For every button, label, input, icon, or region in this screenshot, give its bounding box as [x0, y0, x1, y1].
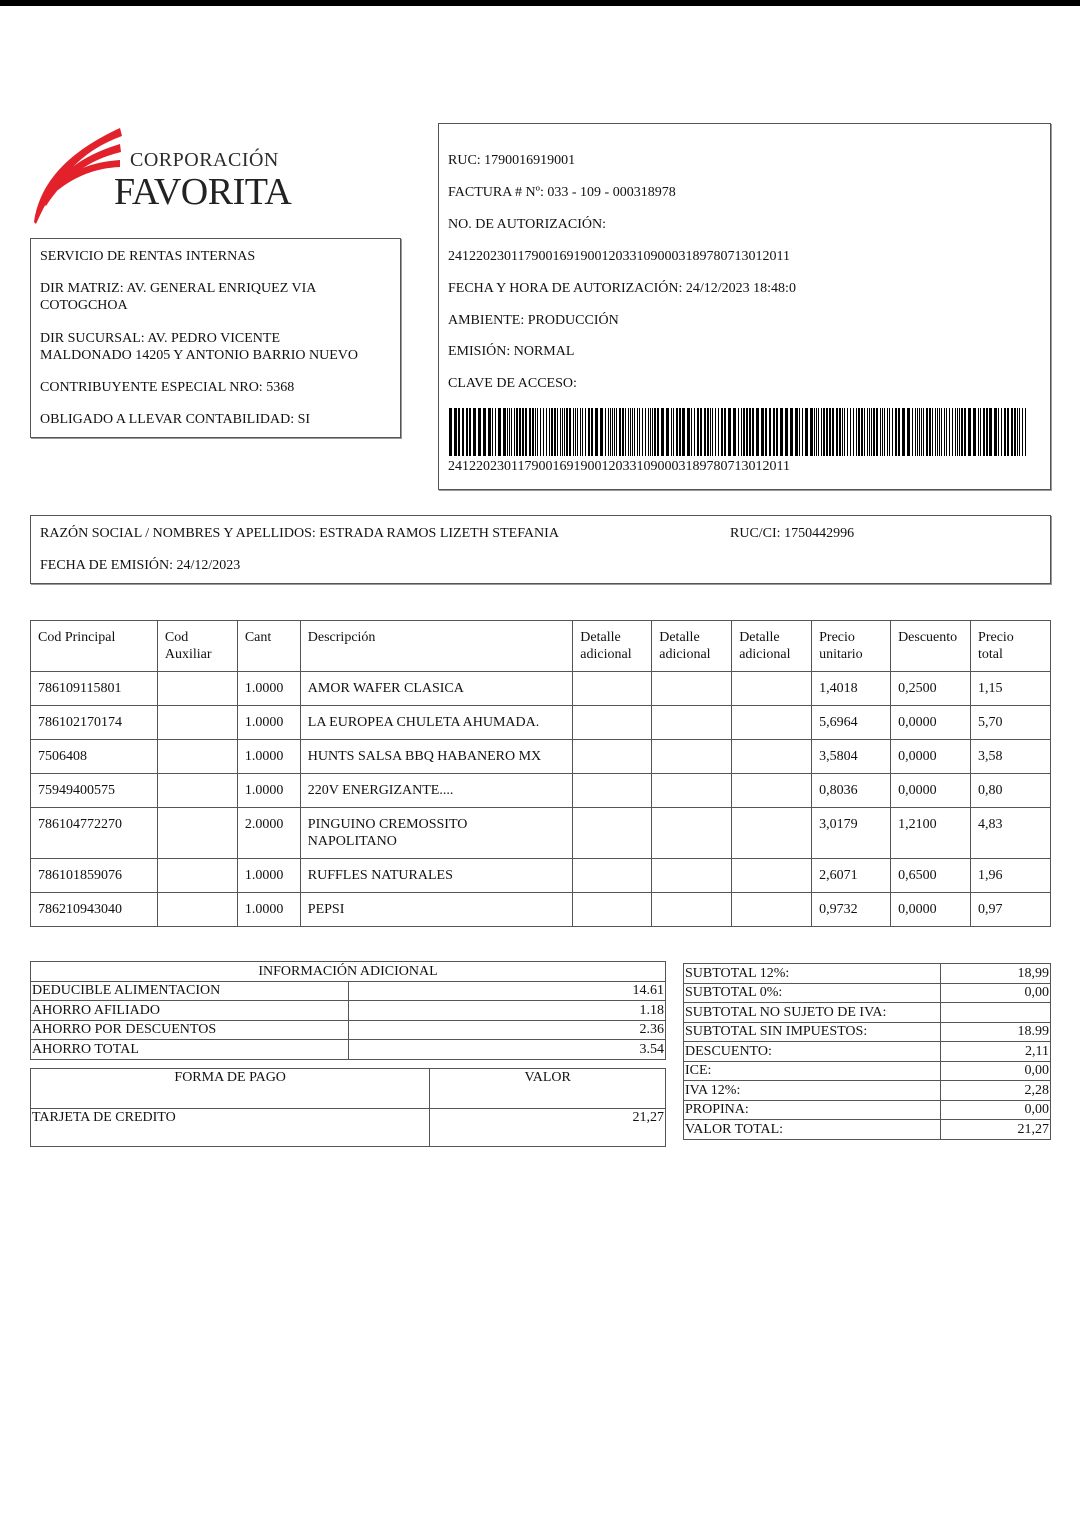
cell-cod: 786102170174	[31, 706, 158, 740]
issuer-box	[30, 238, 401, 438]
table-row	[684, 1061, 1051, 1081]
factura-number: FACTURA # Nº: 033 - 109 - 000318978	[448, 185, 676, 200]
cell-detalle	[573, 740, 652, 774]
cell-cod: 786210943040	[31, 893, 158, 927]
cell-total: 0,80	[971, 774, 1051, 808]
cell-cod: 786109115801	[31, 672, 158, 706]
cell-descuento: 0,6500	[891, 859, 971, 893]
cell-precio: 0,8036	[812, 774, 891, 808]
info-value: 3.54	[348, 1040, 665, 1060]
info-adicional-table	[30, 961, 666, 1060]
forma-pago-table	[30, 1068, 666, 1147]
cell-detalle	[732, 740, 812, 774]
cell-precio: 5,6964	[812, 706, 891, 740]
table-row	[31, 774, 1051, 808]
dir-matriz-2: COTOGCHOA	[40, 298, 128, 313]
cell-total: 1,15	[971, 672, 1051, 706]
table-row	[684, 1022, 1051, 1042]
cell-cant: 1.0000	[237, 859, 300, 893]
total-label: PROPINA:	[684, 1100, 941, 1120]
forma-pago-method: TARJETA DE CREDITO	[31, 1109, 430, 1147]
cell-detalle	[573, 859, 652, 893]
cell-detalle	[573, 808, 652, 859]
cell-cod-aux	[157, 774, 237, 808]
table-row	[31, 740, 1051, 774]
cell-total: 4,83	[971, 808, 1051, 859]
table-row	[684, 964, 1051, 984]
cell-desc: HUNTS SALSA BBQ HABANERO MX	[300, 740, 573, 774]
clave-acceso-label: CLAVE DE ACCESO:	[448, 376, 577, 391]
forma-pago-value: 21,27	[430, 1109, 666, 1147]
ambiente: AMBIENTE: PRODUCCIÓN	[448, 313, 619, 328]
ruc-ci: RUC/CI: 1750442996	[730, 526, 855, 541]
cell-detalle	[652, 893, 732, 927]
info-label: DEDUCIBLE ALIMENTACION	[31, 981, 349, 1001]
cell-cod-aux	[157, 808, 237, 859]
cell-total: 5,70	[971, 706, 1051, 740]
total-label: SUBTOTAL NO SUJETO DE IVA:	[684, 1003, 941, 1023]
table-row	[31, 706, 1051, 740]
total-value: 2,28	[941, 1081, 1051, 1101]
dir-sucursal-2: MALDONADO 14205 Y ANTONIO BARRIO NUEVO	[40, 348, 358, 363]
cell-detalle	[652, 859, 732, 893]
cell-cod-aux	[157, 740, 237, 774]
info-label: AHORRO TOTAL	[31, 1040, 349, 1060]
cell-cod: 786104772270	[31, 808, 158, 859]
total-value: 0,00	[941, 983, 1051, 1003]
cell-desc: LA EUROPEA CHULETA AHUMADA.	[300, 706, 573, 740]
cell-desc: 220V ENERGIZANTE....	[300, 774, 573, 808]
table-row	[31, 1040, 666, 1060]
cell-detalle	[652, 808, 732, 859]
top-bar	[0, 0, 1080, 6]
barcode-bar	[1026, 408, 1028, 456]
total-value: 0,00	[941, 1100, 1051, 1120]
cell-detalle	[573, 893, 652, 927]
cell-cant: 1.0000	[237, 706, 300, 740]
cell-detalle	[652, 706, 732, 740]
cell-cant: 2.0000	[237, 808, 300, 859]
table-row	[31, 981, 666, 1001]
cell-cod: 75949400575	[31, 774, 158, 808]
cell-total: 0,97	[971, 893, 1051, 927]
cell-precio: 0,9732	[812, 893, 891, 927]
cell-detalle	[652, 774, 732, 808]
cell-cod: 7506408	[31, 740, 158, 774]
table-row	[31, 672, 1051, 706]
cell-precio: 2,6071	[812, 859, 891, 893]
cell-detalle	[732, 808, 812, 859]
razon-social: RAZÓN SOCIAL / NOMBRES Y APELLIDOS: ESTRADA RAMOS LIZETH STEFANIA	[40, 526, 559, 541]
table-row	[31, 808, 1051, 859]
forma-pago-header: FORMA DE PAGO	[31, 1069, 430, 1109]
cell-cant: 1.0000	[237, 893, 300, 927]
table-row	[31, 859, 1051, 893]
customer-box	[30, 515, 1051, 584]
table-row	[684, 1081, 1051, 1101]
totals-table	[683, 963, 1051, 1140]
total-label: SUBTOTAL 0%:	[684, 983, 941, 1003]
table-row	[31, 1020, 666, 1040]
info-label: AHORRO AFILIADO	[31, 1001, 349, 1021]
cell-cant: 1.0000	[237, 740, 300, 774]
total-label: DESCUENTO:	[684, 1042, 941, 1062]
table-row	[684, 1100, 1051, 1120]
fecha-emision: FECHA DE EMISIÓN: 24/12/2023	[40, 558, 241, 573]
cell-detalle	[573, 706, 652, 740]
cell-cod-aux	[157, 672, 237, 706]
cell-detalle	[652, 672, 732, 706]
cell-desc: AMOR WAFER CLASICA	[300, 672, 573, 706]
header-cod-auxiliar: Cod Auxiliar	[157, 621, 237, 672]
header-cant: Cant	[237, 621, 300, 672]
cell-desc: PEPSI	[300, 893, 573, 927]
cell-detalle	[732, 774, 812, 808]
header-detalle-adicional-3: Detalle adicional	[732, 621, 812, 672]
info-adicional-title: INFORMACIÓN ADICIONAL	[31, 962, 666, 982]
info-value: 14.61	[348, 981, 665, 1001]
items-table	[30, 620, 1051, 927]
total-value: 18,99	[941, 964, 1051, 984]
total-value: 2,11	[941, 1042, 1051, 1062]
header-detalle-adicional-1: Detalle adicional	[573, 621, 652, 672]
cell-detalle	[573, 672, 652, 706]
logo-line-2: FAVORITA	[114, 171, 292, 213]
info-label: AHORRO POR DESCUENTOS	[31, 1020, 349, 1040]
table-row	[684, 983, 1051, 1003]
fecha-autorizacion: FECHA Y HORA DE AUTORIZACIÓN: 24/12/2023 18:48:0	[448, 281, 796, 296]
cell-desc: PINGUINO CREMOSSITO NAPOLITANO	[300, 808, 573, 859]
header-detalle-adicional-2: Detalle adicional	[652, 621, 732, 672]
barcode	[449, 408, 1031, 456]
cell-detalle	[652, 740, 732, 774]
logo-line-1: CORPORACIÓN	[130, 149, 279, 171]
cell-descuento: 0,2500	[891, 672, 971, 706]
table-row	[684, 1042, 1051, 1062]
total-value: 21,27	[941, 1120, 1051, 1140]
table-row	[31, 1109, 666, 1147]
table-row	[31, 1001, 666, 1021]
total-label: SUBTOTAL SIN IMPUESTOS:	[684, 1022, 941, 1042]
header-precio-unitario: Precio unitario	[812, 621, 891, 672]
items-header-row	[31, 621, 1051, 672]
cell-detalle	[732, 706, 812, 740]
total-label: IVA 12%:	[684, 1081, 941, 1101]
cell-descuento: 0,0000	[891, 893, 971, 927]
cell-cod-aux	[157, 859, 237, 893]
cell-descuento: 0,0000	[891, 740, 971, 774]
cell-detalle	[732, 893, 812, 927]
header-precio-total: Precio total	[971, 621, 1051, 672]
cell-cant: 1.0000	[237, 774, 300, 808]
clave-acceso-number: 2412202301179001691900120331090003189780713012011	[448, 459, 790, 474]
company-logo	[30, 126, 320, 226]
autorizacion-number: 2412202301179001691900120331090003189780713012011	[448, 249, 790, 264]
invoice-box	[438, 123, 1051, 490]
emision: EMISIÓN: NORMAL	[448, 344, 575, 359]
info-value: 2.36	[348, 1020, 665, 1040]
total-label: SUBTOTAL 12%:	[684, 964, 941, 984]
ruc: RUC: 1790016919001	[448, 153, 576, 168]
cell-desc: RUFFLES NATURALES	[300, 859, 573, 893]
obligado-contabilidad: OBLIGADO A LLEVAR CONTABILIDAD: SI	[40, 412, 311, 427]
contribuyente-especial: CONTRIBUYENTE ESPECIAL NRO: 5368	[40, 380, 295, 395]
cell-precio: 1,4018	[812, 672, 891, 706]
cell-descuento: 0,0000	[891, 774, 971, 808]
header-descripcion: Descripción	[300, 621, 573, 672]
cell-detalle	[573, 774, 652, 808]
cell-detalle	[732, 672, 812, 706]
info-value: 1.18	[348, 1001, 665, 1021]
header-descuento: Descuento	[891, 621, 971, 672]
dir-matriz-1: DIR MATRIZ: AV. GENERAL ENRIQUEZ VIA	[40, 281, 317, 296]
cell-precio: 3,0179	[812, 808, 891, 859]
valor-header: VALOR	[430, 1069, 666, 1109]
cell-total: 1,96	[971, 859, 1051, 893]
header-cod-principal: Cod Principal	[31, 621, 158, 672]
cell-descuento: 0,0000	[891, 706, 971, 740]
autorizacion-label: NO. DE AUTORIZACIÓN:	[448, 217, 607, 232]
cell-cant: 1.0000	[237, 672, 300, 706]
cell-total: 3,58	[971, 740, 1051, 774]
table-row	[684, 1003, 1051, 1023]
cell-cod-aux	[157, 706, 237, 740]
dir-sucursal-1: DIR SUCURSAL: AV. PEDRO VICENTE	[40, 331, 280, 346]
total-value: 0,00	[941, 1061, 1051, 1081]
cell-cod: 786101859076	[31, 859, 158, 893]
cell-precio: 3,5804	[812, 740, 891, 774]
cell-descuento: 1,2100	[891, 808, 971, 859]
cell-cod-aux	[157, 893, 237, 927]
total-label: ICE:	[684, 1061, 941, 1081]
table-row	[31, 893, 1051, 927]
total-label: VALOR TOTAL:	[684, 1120, 941, 1140]
total-value: 18.99	[941, 1022, 1051, 1042]
total-value	[941, 1003, 1051, 1023]
issuer-name: SERVICIO DE RENTAS INTERNAS	[40, 249, 256, 264]
table-row	[684, 1120, 1051, 1140]
cell-detalle	[732, 859, 812, 893]
